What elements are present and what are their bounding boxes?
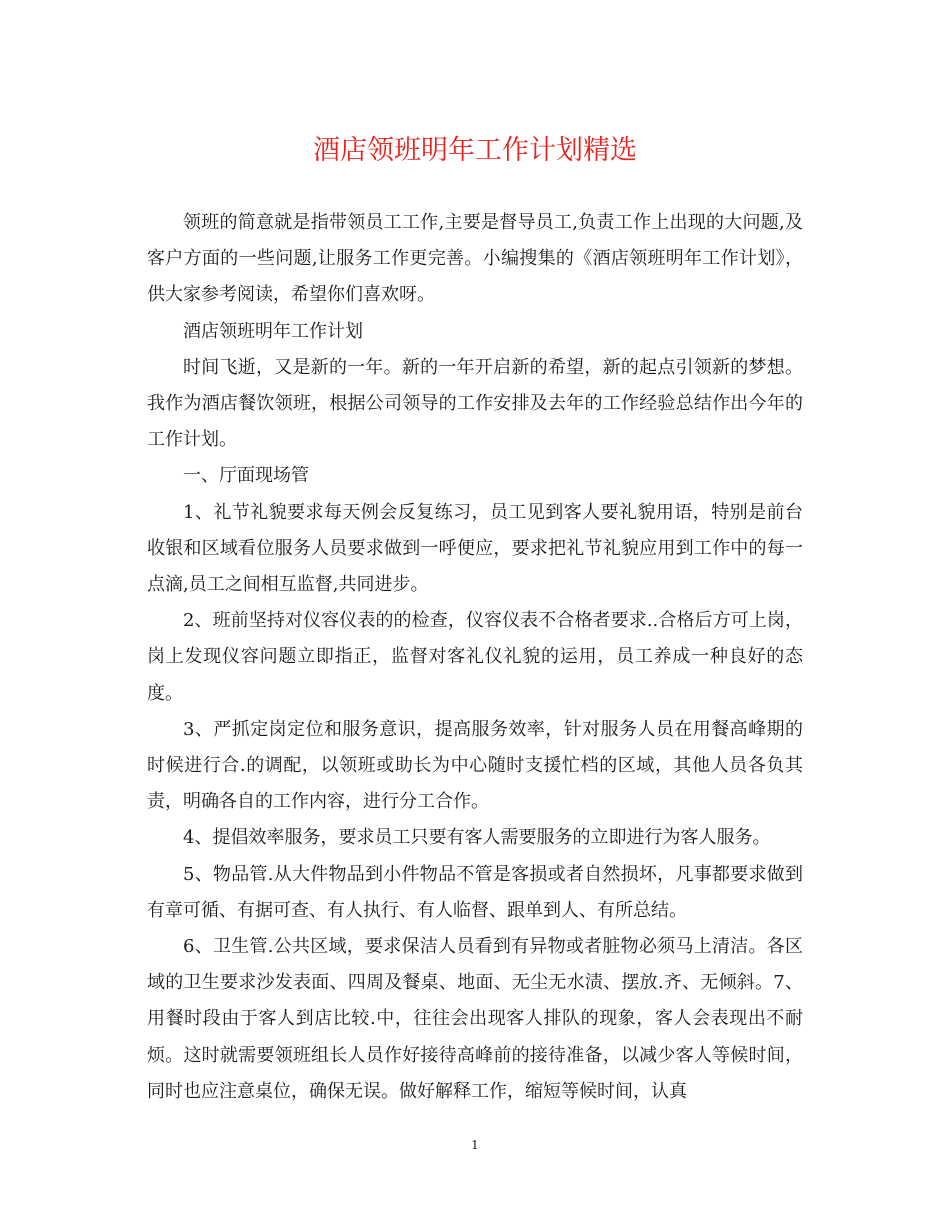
subsection-heading: 一、厅面现场管: [183, 465, 309, 487]
section-heading: 酒店领班明年工作计划: [183, 320, 363, 342]
list-item-5: 5、物品管.从大件物品到小件物品不管是客损或者自然损坏，凡事都要求做到有章可循、有据可查、有人执行、有人临督、跟单到人、有所总结。: [147, 863, 803, 921]
paragraph: 时间飞逝，又是新的一年。新的一年开启新的希望，新的起点引领新的梦想。我作为酒店餐饮领班，根据公司领导的工作安排及去年的工作经验总结作出今年的工作计划。: [147, 356, 803, 451]
list-item-2: 2、班前坚持对仪容仪表的的检查，仪容仪表不合格者要求..合格后方可上岗，岗上发现仪容问题立即指正，监督对客礼仪礼貌的运用，员工养成一种良好的态度。: [147, 610, 803, 704]
list-item-1: 1、礼节礼貌要求每天例会反复练习，员工见到客人要礼貌用语，特别是前台收银和区域看位服务人员要求做到一呼便应，要求把礼节礼貌应用到工作中的每一点滴,员工之间相互监督,共同进步。: [147, 501, 803, 596]
list-item-4: 4、提倡效率服务，要求员工只要有客人需要服务的立即进行为客人服务。: [183, 827, 771, 849]
document-body: [147, 205, 803, 1110]
list-item-6: 6、卫生管.公共区域，要求保洁人员看到有异物或者脏物必须马上清洁。各区域的卫生要求沙发表面、四周及餐桌、地面、无尘无水渍、摆放.齐、无倾斜。7、用餐时段由于客人到店比较.中，往往会出现客人排队的现象，客人会表现出不耐烦。这时就需要领班组长人员作好接待高峰前的接待准备，以减少客人等候时间，同时也应注意桌位，确保无误。做好解释工作，缩短等候时间，认真: [147, 936, 803, 1102]
page-number: 1: [471, 1138, 479, 1152]
document-title: 酒店领班明年工作计划精选: [313, 135, 637, 166]
list-item-3: 3、严抓定岗定位和服务意识，提高服务效率，针对服务人员在用餐高峰期的时候进行合.的调配，以领班或助长为中心随时支援忙档的区域，其他人员各负其责，明确各自的工作内容，进行分工合作。: [147, 718, 803, 813]
intro-paragraph: 领班的简意就是指带领员工工作,主要是督导员工,负责工作上出现的大问题,及客户方面的一些问题,让服务工作更完善。小编搜集的《酒店领班明年工作计划》，供大家参考阅读，希望你们喜欢呀。: [147, 212, 803, 306]
